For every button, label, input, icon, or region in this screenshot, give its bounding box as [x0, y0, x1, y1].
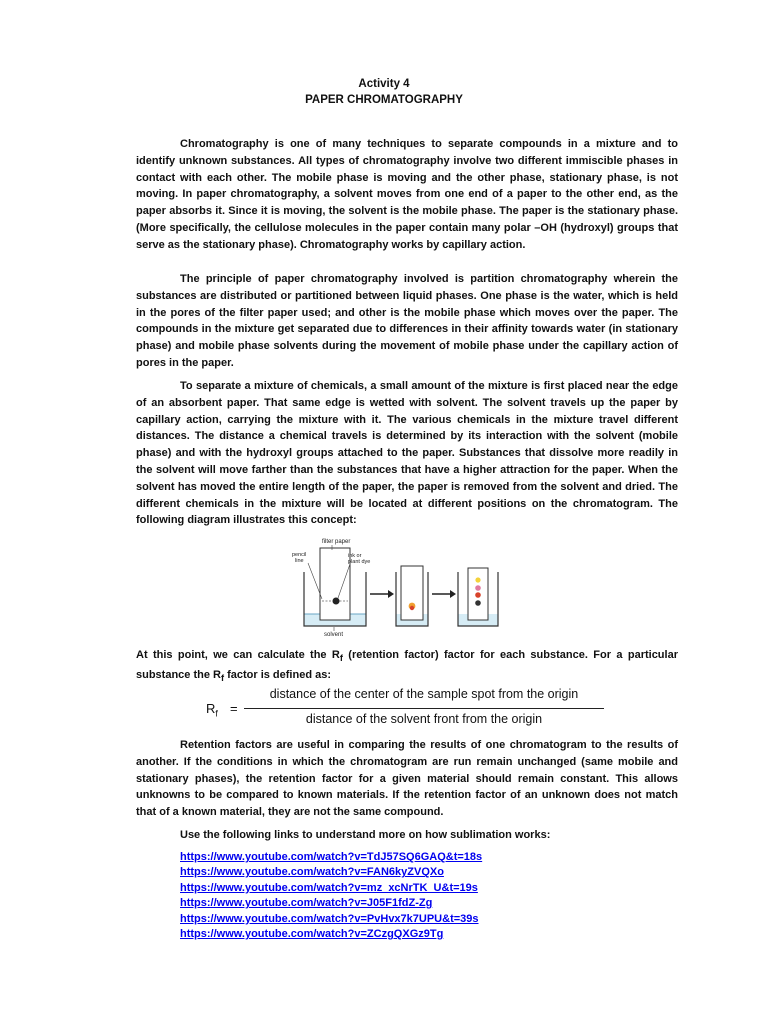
rf-symbol-sub: f [215, 708, 218, 719]
chromatography-diagram [292, 536, 504, 640]
paragraph-principle: The principle of paper chromatography involved is partition chromatography wherein the substances are distributed or partitioned between liquid phases. One phase is the water, which is held in the pores of the filter paper used; and other is the mobile phase which moves over the paper. The compounds in the mixture get separated due to differences in their affinity towards water (in stationary phase) and mobile phase solvents during the movement of mobile phase under the capillary action of pores in the paper. [136, 273, 678, 369]
beaker-middle [396, 566, 428, 626]
label-solvent: solvent [324, 632, 344, 638]
links-intro: Use the following links to understand more on how sublimation works: [180, 829, 551, 841]
sample-spot [333, 598, 340, 605]
list-item [180, 850, 482, 865]
spot-red [475, 592, 481, 598]
label-filter-paper: filter paper [322, 539, 351, 545]
beaker-developed [458, 568, 498, 626]
label-ink-1: ink or [348, 553, 362, 559]
paragraph-retention: Retention factors are useful in comparing the results of one chromatogram to the results of another. If the conditions in which the chromatogram are run remain unchanged (same mobile and stationary phases), the retention factor for a given material should remain constant. This allows unknowns to be compared to known materials. If the retention factor of an unknown does not match that of a known material, they are not the same compound. [136, 739, 678, 819]
list-item [180, 927, 482, 942]
rf-formula [196, 686, 616, 732]
rf-intro-sub-2: f [220, 673, 225, 684]
spot-pink [475, 585, 481, 591]
rf-intro-sub-1: f [339, 653, 343, 664]
list-item [180, 912, 482, 927]
spot-yellow [475, 577, 480, 582]
label-ink-2: plant dye [348, 559, 371, 565]
formula-denominator: distance of the solvent front from the origin [305, 712, 543, 726]
arrow-right-icon [432, 590, 456, 598]
paragraph-intro: Chromatography is one of many techniques to separate compounds in a mixture and to identify unknown substances. All types of chromatography involve two different immiscible phases in contact with each other. The mobile phase is moving and the other phase, stationary phase, is not moving. In paper chromatography, a solvent moves from one end of a paper to the other end, as the paper absorbs it. Since it is moving, the solvent is the mobile phase. The paper is the stationary phase. (More specifically, the cellulose molecules in the paper contain many polar –OH (hydroxyl) groups that serve as the stationary phase). Chromatography works by capillary action. [136, 138, 678, 251]
video-link-3[interactable]: https://www.youtube.com/watch?v=mz_xcNrTK_U&t=19s [180, 881, 478, 894]
video-link-2[interactable]: https://www.youtube.com/watch?v=FAN6kyZVQXo [180, 866, 444, 879]
list-item [180, 896, 482, 911]
equals-sign: = [230, 701, 238, 716]
rf-intro-text-1: At this point, we can calculate the R [136, 649, 340, 661]
rf-intro-text-3: factor is defined as: [224, 668, 332, 681]
filter-paper-strip [320, 548, 350, 620]
paragraph-procedure: To separate a mixture of chemicals, a small amount of the mixture is first placed near the edge of an absorbent paper. That same edge is wetted with solvent. The solvent travels up the paper by capillary action, carrying the mixture with it. The various chemicals in the mixture travel different distances. The distance a chemical travels is determined by its interaction with the solvent (mobile phase) and with the hydroxyl groups attached to the paper. Substances that dissolve more readily in the solvent will move farther than the substances that have a higher attraction for the paper. When the solvent has moved the entire length of the paper, the paper is removed from the solvent and dried. The different chemicals in the mixture will be located at different positions on the chromatogram. The following diagram illustrates this concept: [136, 380, 678, 527]
video-link-1[interactable]: https://www.youtube.com/watch?v=TdJ57SQ6GAQ&t=18s [180, 851, 483, 863]
spot-dark [475, 600, 481, 606]
video-link-4[interactable]: https://www.youtube.com/watch?v=J05F1fdZ-Zg [180, 897, 433, 910]
rf-intro-text-2: (retention factor) factor for each substance. For a particular substance the R [136, 649, 678, 681]
label-pencil-line-1: pencil [292, 552, 307, 558]
rf-symbol-letter: R [206, 701, 216, 716]
video-links-list [180, 850, 482, 942]
list-item [180, 865, 482, 880]
spot-red [410, 606, 414, 610]
formula-numerator: distance of the center of the sample spot from the origin [269, 687, 579, 701]
activity-number: Activity 4 [358, 78, 410, 90]
page-title: PAPER CHROMATOGRAPHY [305, 94, 463, 106]
fraction-bar [244, 708, 604, 709]
arrow-right-icon [370, 590, 394, 598]
beaker-start [292, 539, 370, 638]
rf-symbol [206, 701, 218, 719]
label-pencil-line-2: line [295, 558, 304, 564]
list-item [180, 881, 482, 896]
video-link-6[interactable]: https://www.youtube.com/watch?v=ZCzgQXGz9Tg [180, 928, 444, 941]
paragraph-rf-intro [136, 647, 678, 687]
video-link-5[interactable]: https://www.youtube.com/watch?v=PvHvx7k7UPU&t=39s [180, 912, 479, 925]
